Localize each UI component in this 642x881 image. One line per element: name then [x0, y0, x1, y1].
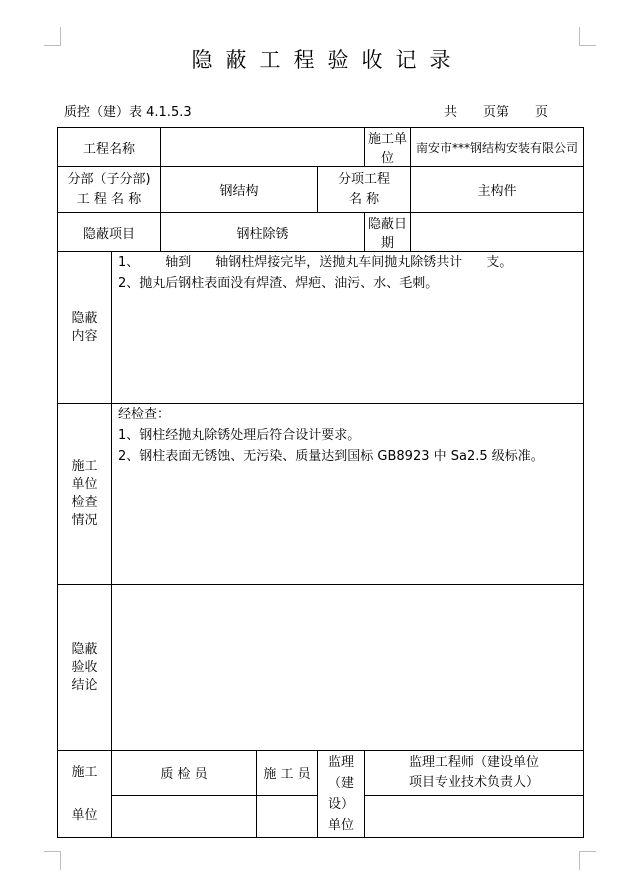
- conclusion-row: [58, 585, 584, 751]
- sub-project-label-line-2: 工 程 名 称: [76, 191, 142, 207]
- inspection-body[interactable]: [112, 404, 584, 585]
- sub-project-row: [58, 167, 584, 213]
- hidden-content-label: [58, 252, 112, 404]
- construction-unit-label-line-1: 施工: [71, 765, 98, 780]
- sub-project-label-line-1: 分部（子分部): [67, 171, 151, 187]
- construction-worker-label: 施 工 员: [257, 751, 318, 796]
- hidden-date-value[interactable]: [411, 213, 584, 252]
- hidden-content-body[interactable]: [112, 252, 584, 404]
- project-name-row: [58, 128, 584, 167]
- signature-header-row: [58, 751, 584, 796]
- hidden-item-label: 隐蔽项目: [58, 213, 161, 252]
- hidden-content-row: [58, 252, 584, 404]
- supervision-label-line-1: 监理: [328, 755, 355, 770]
- supervising-engineer-signature[interactable]: [365, 795, 584, 838]
- construction-worker-signature[interactable]: [257, 795, 318, 838]
- quality-inspector-signature[interactable]: [112, 795, 257, 838]
- contractor-label: 施工单位: [365, 128, 411, 167]
- inspection-line-0: 经检查：: [118, 407, 171, 422]
- project-name-value[interactable]: [161, 128, 365, 167]
- hidden-content-line-1: [118, 252, 579, 273]
- inspection-row: [58, 404, 584, 585]
- hidden-content-label-line-2: 内容: [71, 328, 98, 344]
- record-table: [57, 127, 584, 838]
- contractor-value[interactable]: 南安市***钢结构安装有限公司: [411, 128, 584, 167]
- item-project-label: [318, 167, 411, 213]
- supervision-label-line-4: 单位: [328, 818, 355, 833]
- inspection-line-1: 1、钢柱经抛丸除锈处理后符合设计要求。: [118, 428, 361, 443]
- inspection-label-line-4: 情况: [71, 513, 98, 528]
- conclusion-label: [58, 585, 112, 751]
- supervising-engineer-label-line-1: 监理工程师（建设单位: [409, 754, 540, 770]
- item-project-label-line-1: 分项工程: [338, 171, 391, 187]
- hidden-content-label-line-1: 隐蔽: [71, 310, 98, 326]
- conclusion-label-line-2: 验收: [71, 659, 98, 675]
- inspection-label-line-3: 检查: [71, 495, 98, 510]
- crop-mark-bottom-right: [579, 851, 596, 870]
- item-project-value[interactable]: 主构件: [411, 167, 584, 213]
- hidden-content-line-1-axis-from: 轴到: [165, 255, 192, 270]
- quality-inspector-label: 质 检 员: [112, 751, 257, 796]
- conclusion-body[interactable]: [112, 585, 584, 751]
- inspection-label-line-2: 单位: [71, 477, 98, 492]
- construction-unit-label: [58, 751, 112, 838]
- hidden-item-row: [58, 213, 584, 252]
- crop-mark-bottom-left: [44, 851, 61, 870]
- hidden-content-line-1-num: 1、: [118, 255, 140, 270]
- page-unit-label: 页第: [483, 105, 510, 120]
- page-count: [444, 101, 548, 120]
- supervision-unit-label: [318, 751, 365, 838]
- project-name-label: 工程名称: [58, 128, 161, 167]
- construction-unit-label-line-2: 单位: [71, 808, 98, 823]
- item-project-label-line-2: 名 称: [348, 191, 380, 207]
- document-title: 隐蔽工程验收记录: [191, 48, 464, 72]
- supervising-engineer-label: [365, 751, 584, 796]
- sub-project-label: [58, 167, 161, 213]
- hidden-content-line-2: 2、抛丸后钢柱表面没有焊渣、焊疤、油污、水、毛刺。: [118, 276, 439, 291]
- sub-project-value[interactable]: 钢结构: [161, 167, 318, 213]
- hidden-date-label: 隐蔽日期: [365, 213, 411, 252]
- conclusion-label-line-1: 隐蔽: [71, 641, 98, 657]
- page-total-label: 共: [444, 105, 458, 120]
- hidden-content-line-1-main: 轴钢柱焊接完毕，送抛丸车间抛丸除锈共计: [215, 255, 463, 270]
- conclusion-label-line-3: 结论: [71, 677, 98, 693]
- supervision-label-line-3: 设）: [328, 797, 355, 812]
- form-code: 质控（建）表 4.1.5.3: [64, 105, 192, 120]
- inspection-line-2: 2、钢柱表面无锈蚀、无污染、质量达到国标 GB8923 中 Sa2.5 级标准。: [118, 449, 544, 464]
- hidden-item-value[interactable]: 钢柱除锈: [161, 213, 365, 252]
- inspection-label: [58, 404, 112, 585]
- hidden-content-line-1-unit: 支。: [486, 255, 513, 270]
- supervising-engineer-label-line-2: 项目专业技术负责人）: [409, 774, 540, 790]
- supervision-label-line-2: （建: [328, 776, 355, 791]
- inspection-label-line-1: 施工: [71, 459, 98, 474]
- page-end-label: 页: [535, 105, 549, 120]
